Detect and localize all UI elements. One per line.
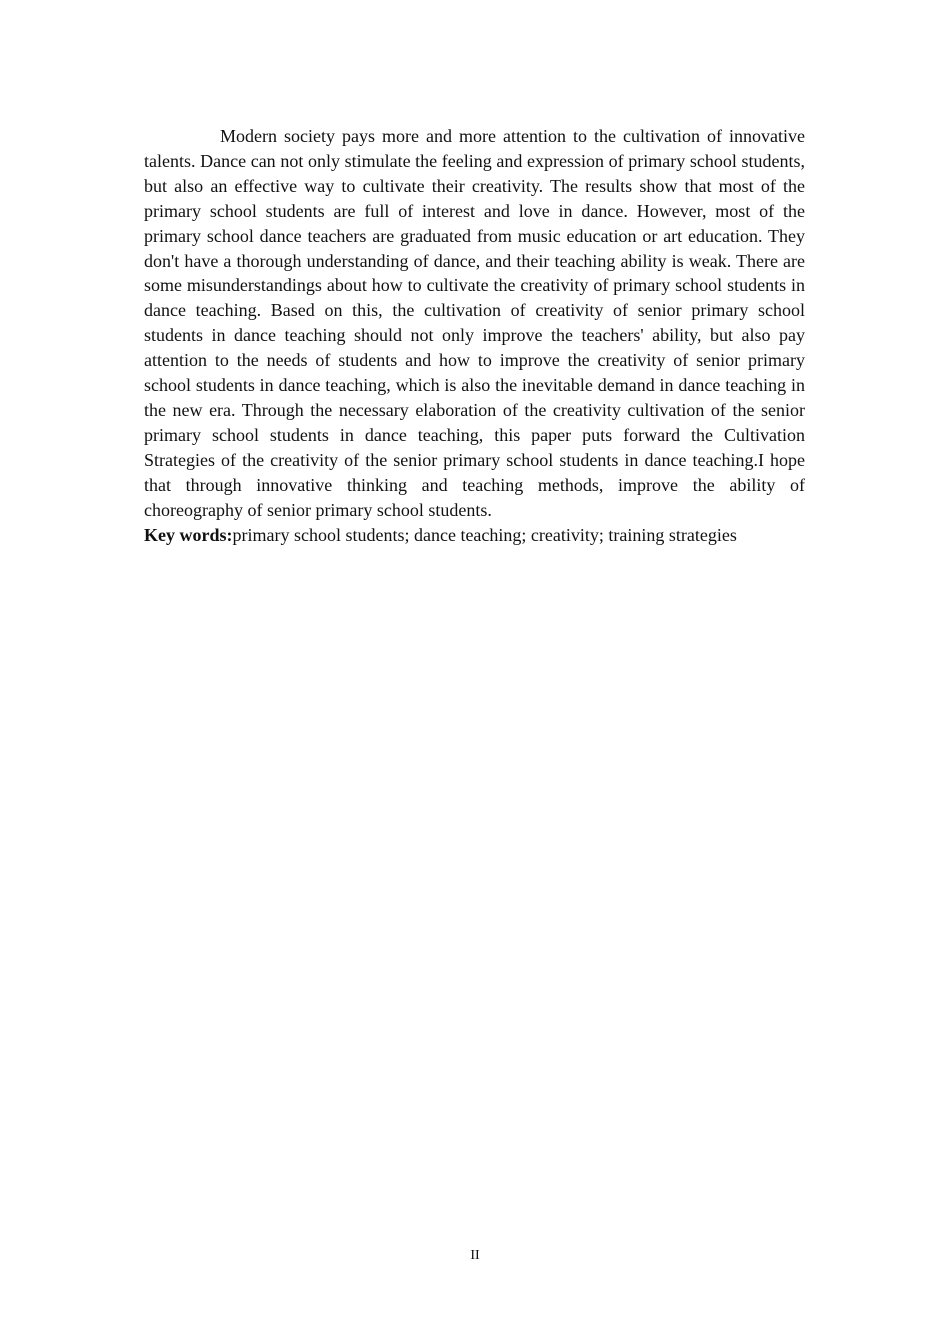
keywords-value: primary school students; dance teaching; creativity; training strategies: [232, 524, 737, 545]
keywords-line: [144, 523, 805, 548]
abstract-section: [144, 124, 805, 547]
keywords-label: Key words:: [144, 524, 233, 545]
page-number: II: [470, 1248, 480, 1263]
abstract-paragraph: Modern society pays more and more attention to the cultivation of innovative talents. Dance can not only stimulate the feeling and expression of primary school students, but also an effective way to cultivate their creativity. The results show that most of the primary school students are full of interest and love in dance. However, most of the primary school dance teachers are graduated from music education or art education. They don't have a thorough understanding of dance, and their teaching ability is weak. There are some misunderstandings about how to cultivate the creativity of primary school students in dance teaching. Based on this, the cultivation of creativity of senior primary school students in dance teaching should not only improve the teachers' ability, but also pay attention to the needs of students and how to improve the creativity of senior primary school students in dance teaching, which is also the inevitable demand in dance teaching in the new era. Through the necessary elaboration of the creativity cultivation of the senior primary school students in dance teaching, this paper puts forward the Cultivation Strategies of the creativity of the senior primary school students in dance teaching.I hope that through innovative thinking and teaching methods, improve the ability of choreography of senior primary school students.: [144, 126, 805, 520]
